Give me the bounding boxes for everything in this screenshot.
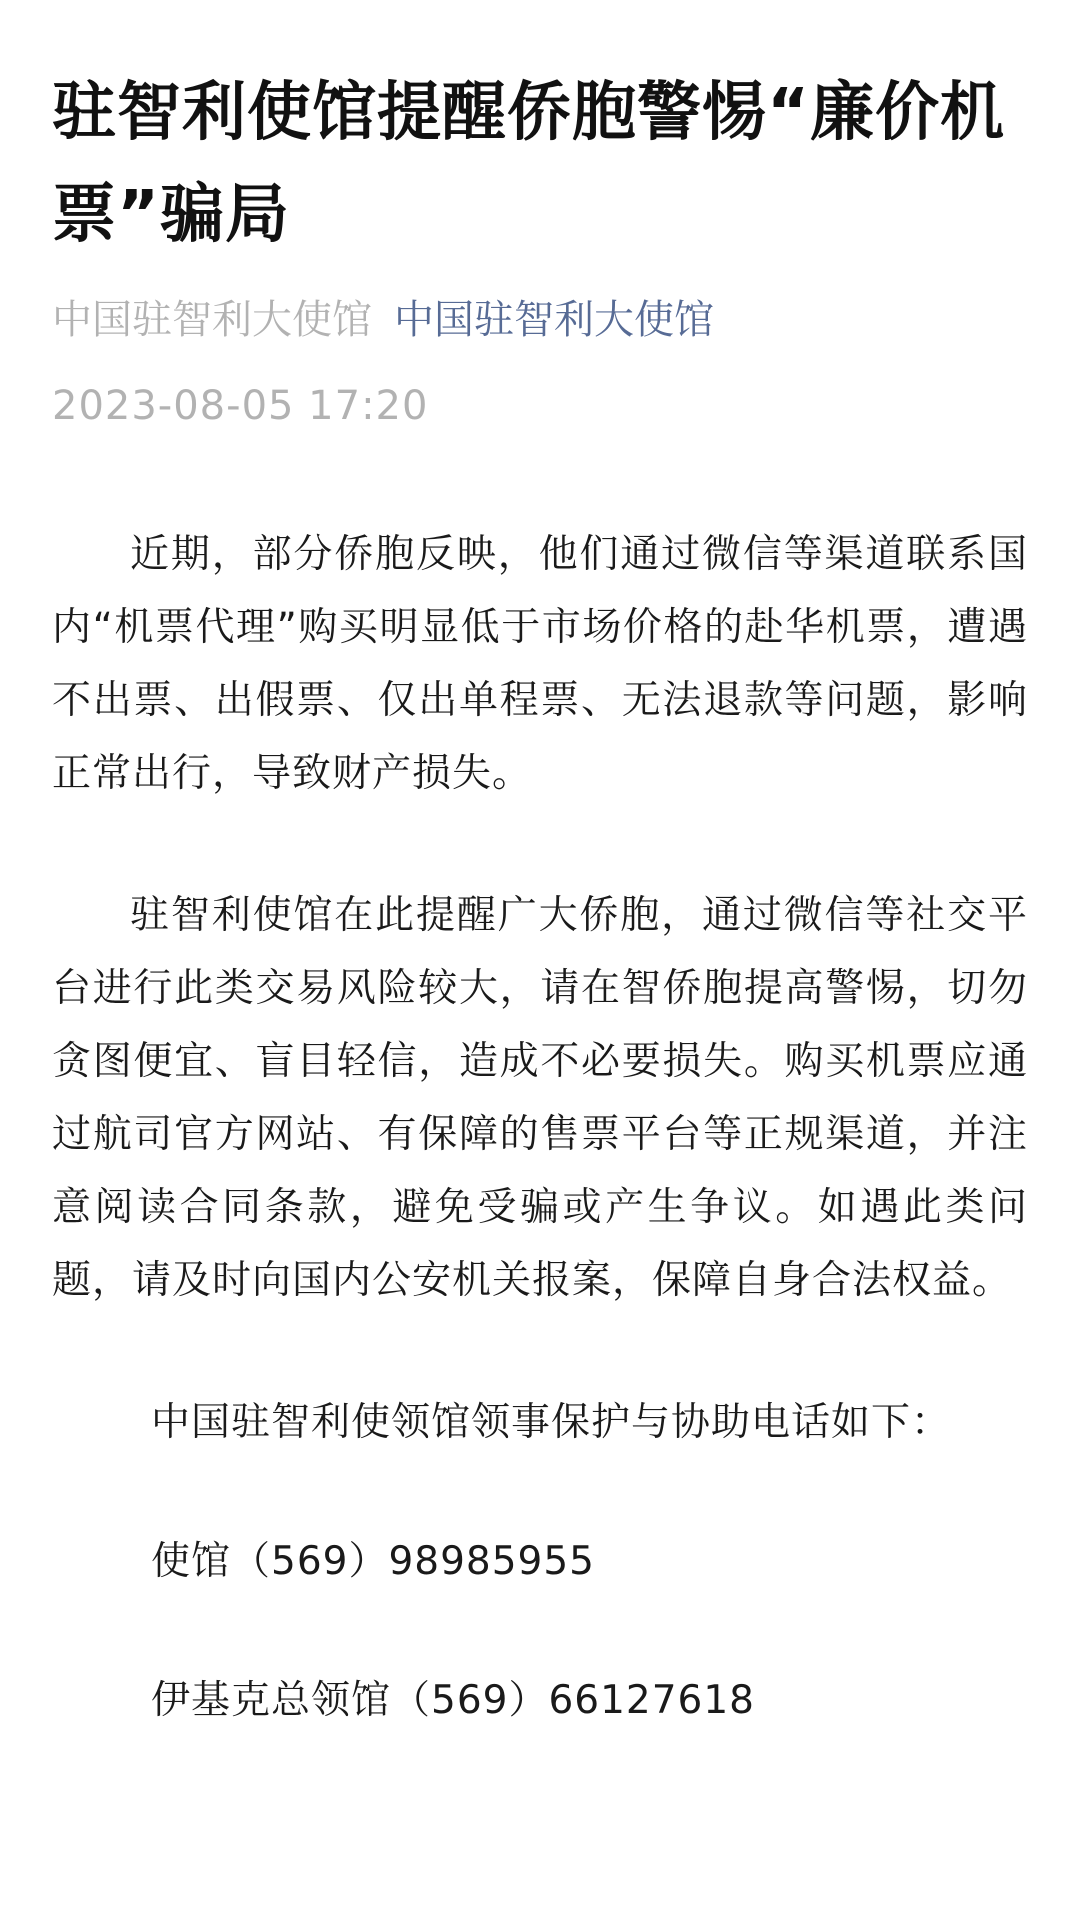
publish-time: 2023-08-05 17:20: [52, 383, 429, 429]
account-name-link[interactable]: 中国驻智利大使馆: [394, 297, 714, 343]
contact-heading: 中国驻智利使领馆领事保护与协助电话如下：: [151, 1400, 952, 1445]
article-author: 中国驻智利大使馆: [52, 297, 372, 343]
article-title: 驻智利使馆提醒侨胞警惕“廉价机票”骗局: [52, 76, 1006, 252]
article-paragraph: 驻智利使馆在此提醒广大侨胞，通过微信等社交平台进行此类交易风险较大，请在智侨胞提高警惕，切勿贪图便宜、盲目轻信，造成不必要损失。购买机票应通过航司官方网站、有保障的售票平台等正规渠道，并注意阅读合同条款，避免受骗或产生争议。如遇此类问题，请及时向国内公安机关报案，保障自身合法权益。: [52, 893, 1028, 1303]
article-meta: [52, 292, 1028, 348]
article-paragraph: 近期，部分侨胞反映，他们通过微信等渠道联系国内“机票代理”购买明显低于市场价格的赴华机票，遭遇不出票、出假票、仅出单程票、无法退款等问题，影响正常出行，导致财产损失。: [52, 532, 1028, 796]
contact-iquique-consulate-phone: 伊基克总领馆（569）66127618: [151, 1678, 755, 1723]
contact-embassy-phone: 使馆（569）98985955: [151, 1539, 595, 1584]
contact-section: [52, 1386, 1028, 1737]
